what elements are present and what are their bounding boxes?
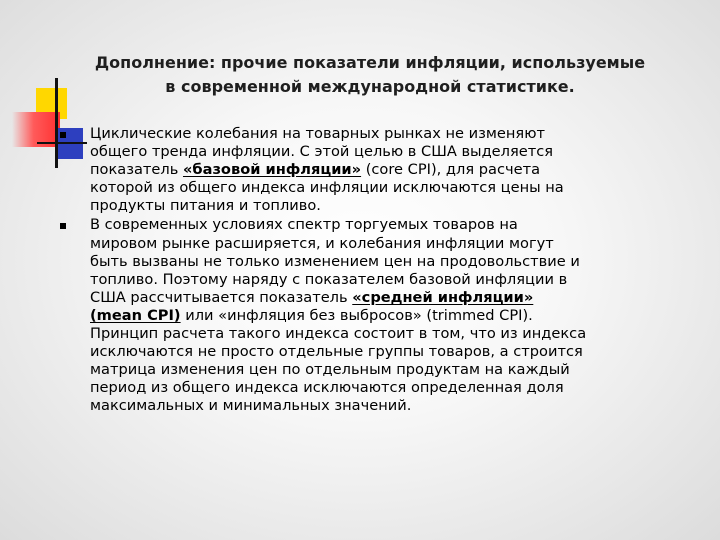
text-line: продукты питания и топливо. — [90, 197, 321, 215]
text-line: мировом рынке расширяется, и колебания инфляции могут — [90, 234, 554, 252]
term-mean-inflation: «средней инфляции» — [352, 288, 534, 306]
text-line: В современных условиях спектр торгуемых товаров на — [90, 216, 518, 234]
text-line: Принцип расчета такого индекса состоит в том, что из индекса — [90, 325, 587, 343]
square-bullet-icon — [60, 132, 66, 138]
text-line: топливо. Поэтому наряду с показателем базовой инфляции в — [90, 270, 568, 288]
bullet-text — [90, 125, 690, 215]
text-line: Циклические колебания на товарных рынках не изменяют — [90, 125, 545, 142]
text-line: период из общего индекса исключаются определенная доля — [90, 379, 564, 397]
text-line — [90, 161, 690, 179]
text-fragment: США рассчитывается показатель — [90, 288, 353, 306]
text-fragment: показатель — [90, 161, 183, 179]
term-mean-cpi: (mean CPI) — [90, 306, 181, 324]
text-line: матрица изменения цен по отдельным продуктам на каждый — [90, 361, 570, 379]
text-line: максимальных и минимальных значений. — [90, 397, 412, 415]
text-fragment: или «инфляция без выбросов» (trimmed CPI). — [180, 306, 533, 324]
text-fragment: (core CPI), для расчета — [361, 161, 541, 179]
slide-body — [50, 125, 690, 416]
text-line: быть вызваны не только изменением цен на продовольствие и — [90, 252, 580, 270]
text-line — [90, 307, 690, 325]
term-core-cpi: «базовой инфляции» — [182, 161, 362, 179]
slide-title — [40, 51, 700, 99]
bullet-text — [90, 216, 690, 415]
text-line: которой из общего индекса инфляции исключаются цены на — [90, 179, 564, 197]
text-line: исключаются не просто отдельные группы товаров, а строится — [90, 343, 583, 361]
slide-title-line: Дополнение: прочие показатели инфляции, используемые — [94, 52, 646, 72]
bullet-item — [50, 125, 690, 215]
square-bullet-icon — [60, 223, 66, 229]
text-line: общего тренда инфляции. С этой целью в США выделяется — [90, 143, 554, 161]
text-line — [90, 289, 690, 307]
bullet-item — [50, 216, 690, 415]
slide-title-line: в современной международной статистике. — [165, 76, 575, 96]
